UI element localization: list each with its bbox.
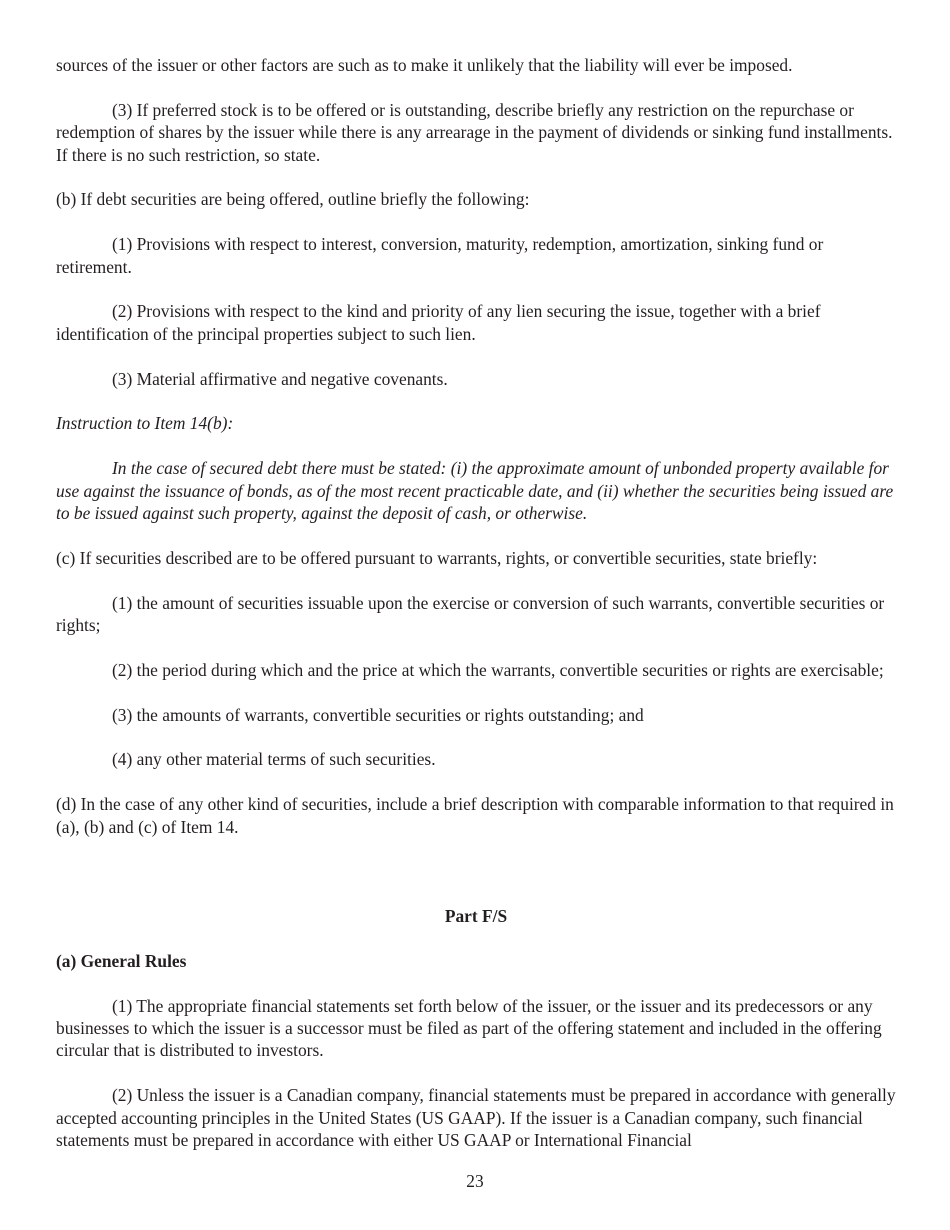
paragraph-general-rule-1: (1) The appropriate financial statements set forth below of the issuer, or the issuer and its predecessors or any businesses to which the issuer is a successor must be filed as part of the offering statement and included in the offering circular that is distributed to investors. <box>56 995 882 1061</box>
document-page <box>56 54 896 1151</box>
section-heading: (a) General Rules <box>56 950 187 971</box>
paragraph-debt-provisions: (1) Provisions with respect to interest, conversion, maturity, redemption, amortization, sinking fund or retirement. <box>56 234 824 277</box>
paragraph-covenants: (3) Material affirmative and negative covenants. <box>112 368 448 389</box>
instruction-heading: Instruction to Item 14(b): <box>56 413 234 434</box>
part-title: Part F/S <box>444 906 508 927</box>
paragraph-debt-securities: (b) If debt securities are being offered, outline briefly the following: <box>56 189 530 210</box>
paragraph-lien-provisions: (2) Provisions with respect to the kind and priority of any lien securing the issue, together with a brief identification of the principal properties subject to such lien. <box>56 301 821 344</box>
paragraph-warrants-4: (4) any other material terms of such securities. <box>112 749 436 770</box>
page-number: 23 <box>466 1171 484 1191</box>
paragraph-warrants-3: (3) the amounts of warrants, convertible securities or rights outstanding; and <box>112 704 644 725</box>
paragraph-warrants: (c) If securities described are to be offered pursuant to warrants, rights, or convertible securities, state briefly: <box>56 547 818 568</box>
paragraph-warrants-2: (2) the period during which and the price at which the warrants, convertible securities or rights are exercisable; <box>112 659 884 680</box>
instruction-text: In the case of secured debt there must be stated: (i) the approximate amount of unbonded property available for use against the issuance of bonds, as of the most recent practicable date, and (ii) whether the securities being issued are to be issued against such property, against the deposit of cash, or otherwise. <box>56 458 894 524</box>
paragraph-preferred-stock: (3) If preferred stock is to be offered or is outstanding, describe briefly any restriction on the repurchase or redemption of shares by the issuer while there is any arrearage in the payment of dividends or sinking fund installments. If there is no such restriction, so state. <box>56 99 893 165</box>
paragraph-other-securities: (d) In the case of any other kind of securities, include a brief description with comparable information to that required in (a), (b) and (c) of Item 14. <box>56 794 894 837</box>
paragraph-warrants-1: (1) the amount of securities issuable upon the exercise or conversion of such warrants, convertible securities or rights; <box>56 592 885 636</box>
paragraph-general-rule-2: (2) Unless the issuer is a Canadian company, financial statements must be prepared in accordance with generally accepted accounting principles in the United States (US GAAP). If the issuer is a Canadian company, such financial statements must be prepared in accordance with either US GAAP or International Financial <box>56 1085 896 1151</box>
paragraph-continuation: sources of the issuer or other factors are such as to make it unlikely that the liability will ever be imposed. <box>56 55 793 75</box>
